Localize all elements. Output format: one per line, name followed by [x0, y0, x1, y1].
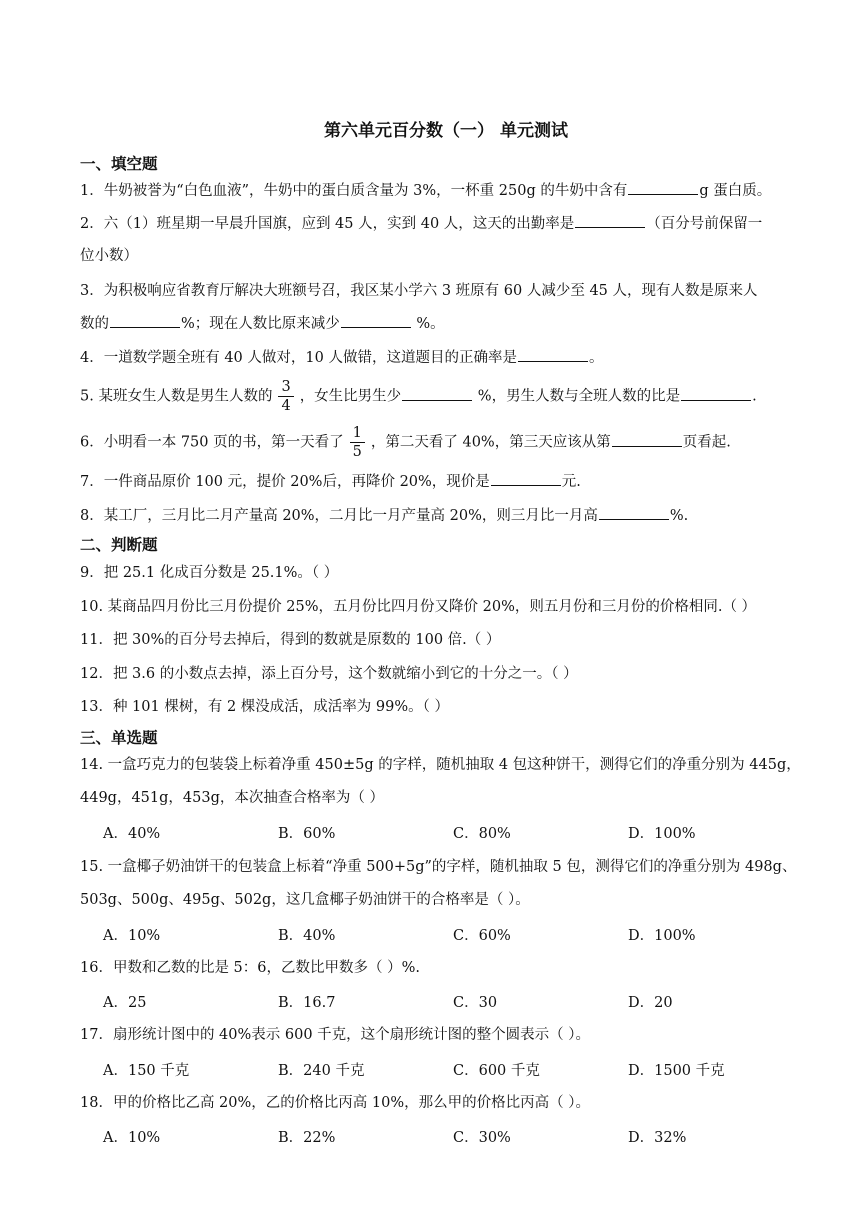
choice-b[interactable]: B．60% [278, 826, 336, 842]
answer-blank[interactable] [518, 347, 588, 362]
question-9: 9．把 25.1 化成百分数是 25.1%。（ ） [80, 565, 339, 581]
choice-c[interactable]: C．60% [453, 928, 511, 944]
choice-d[interactable]: D．32% [628, 1130, 687, 1146]
question-8: 8．某工厂，三月比二月产量高 20%，二月比一月产量高 20%，则三月比一月高 %. [80, 505, 808, 527]
choice-c[interactable]: C．80% [453, 826, 511, 842]
answer-blank[interactable] [110, 313, 180, 328]
question-13: 13．种 101 棵树，有 2 棵没成活，成活率为 99%。（ ） [80, 699, 449, 715]
question-16: 16．甲数和乙数的比是 5：6，乙数比甲数多（ ）%. [80, 960, 421, 976]
question-15: 15. 一盒椰子奶油饼干的包装盒上标着“净重 500+5g”的字样，随机抽取 5 包，测得它们的净重分别为 498g、 [80, 859, 797, 875]
section-true-false: 二、判断题 [80, 536, 158, 554]
choice-b[interactable]: B．40% [278, 928, 336, 944]
choice-a[interactable]: A．25 [103, 995, 147, 1011]
choice-a[interactable]: A．10% [103, 1130, 161, 1146]
question-3-cont: 数的 %；现在人数比原来减少 %。 [80, 313, 808, 335]
answer-blank[interactable] [575, 213, 645, 228]
question-14-choices [103, 822, 803, 843]
question-10: 10. 某商品四月份比三月份提价 25%，五月份比四月份又降价 20%，则五月份和三月份的价格相同.（ ） [80, 599, 757, 615]
question-12: 12．把 3.6 的小数点去掉，添上百分号，这个数就缩小到它的十分之一。（ ） [80, 666, 578, 682]
question-2: 2．六（1）班星期一早晨升国旗，应到 45 人，实到 40 人，这天的出勤率是 （百分号前保留一 [80, 213, 808, 235]
choice-d[interactable]: D．20 [628, 995, 673, 1011]
question-17-choices [103, 1059, 803, 1080]
question-7: 7．一件商品原价 100 元，提价 20%后，再降价 20%，现价是 元. [80, 471, 808, 493]
question-17: 17．扇形统计图中的 40%表示 600 千克，这个扇形统计图的整个圆表示（ ）。 [80, 1027, 591, 1043]
choice-a[interactable]: A．40% [103, 826, 161, 842]
answer-blank[interactable] [628, 180, 698, 195]
question-14-cont: 449g，451g，453g，本次抽查合格率为（ ） [80, 790, 384, 806]
answer-blank[interactable] [402, 386, 472, 401]
question-4: 4．一道数学题全班有 40 人做对，10 人做错，这道题目的正确率是 。 [80, 347, 808, 369]
fraction: $\frac{3}{4}$ [278, 378, 293, 415]
choice-c[interactable]: C．30% [453, 1130, 511, 1146]
answer-blank[interactable] [341, 313, 411, 328]
answer-blank[interactable] [491, 471, 561, 486]
choice-a[interactable]: A．10% [103, 928, 161, 944]
question-14: 14. 一盒巧克力的包装袋上标着净重 450±5g 的字样，随机抽取 4 包这种饼干，测得它们的净重分别为 445g， [80, 757, 801, 773]
question-2-cont: 位小数） [80, 248, 138, 264]
choice-b[interactable]: B．22% [278, 1130, 336, 1146]
choice-c[interactable]: C．30 [453, 995, 498, 1011]
answer-blank[interactable] [681, 386, 751, 401]
choice-b[interactable]: B．16.7 [278, 995, 336, 1011]
question-1: 1．牛奶被誉为“白色血液”，牛奶中的蛋白质含量为 3%，一杯重 250g 的牛奶中含有 g 蛋白质。 [80, 180, 808, 202]
question-16-choices [103, 991, 803, 1012]
answer-blank[interactable] [599, 505, 669, 520]
choice-d[interactable]: D．100% [628, 826, 696, 842]
section-single-choice: 三、单选题 [80, 729, 158, 747]
answer-blank[interactable] [612, 432, 682, 447]
choice-c[interactable]: C．600 千克 [453, 1063, 540, 1079]
question-6: 6．小明看一本 750 页的书，第一天看了 $\frac{1}{5}$ ，第二天看了 40%，第三天应该从第 页看起. [80, 425, 731, 460]
question-15-choices [103, 924, 803, 945]
choice-a[interactable]: A．150 千克 [103, 1063, 190, 1079]
choice-d[interactable]: D．100% [628, 928, 696, 944]
section-fill-blank: 一、填空题 [80, 155, 158, 173]
question-15-cont: 503g、500g、495g、502g，这几盒椰子奶油饼干的合格率是（ ）。 [80, 892, 530, 908]
question-18-choices [103, 1126, 803, 1147]
question-3: 3．为积极响应省教育厅解决大班额号召，我区某小学六 3 班原有 60 人减少至 45 人，现有人数是原来人 [80, 283, 758, 299]
question-18: 18．甲的价格比乙高 20%，乙的价格比丙高 10%，那么甲的价格比丙高（ ）。 [80, 1095, 590, 1111]
choice-b[interactable]: B．240 千克 [278, 1063, 365, 1079]
question-5: 5. 某班女生人数是男生人数的 $\frac{3}{4}$ ，女生比男生少 %，男生人数与全班人数的比是 . [80, 379, 757, 414]
question-11: 11．把 30%的百分号去掉后，得到的数就是原数的 100 倍.（ ） [80, 632, 501, 648]
choice-d[interactable]: D．1500 千克 [628, 1063, 725, 1079]
page-title: 第六单元百分数（一） 单元测试 [324, 121, 568, 141]
fraction: $\frac{1}{5}$ [350, 424, 365, 461]
